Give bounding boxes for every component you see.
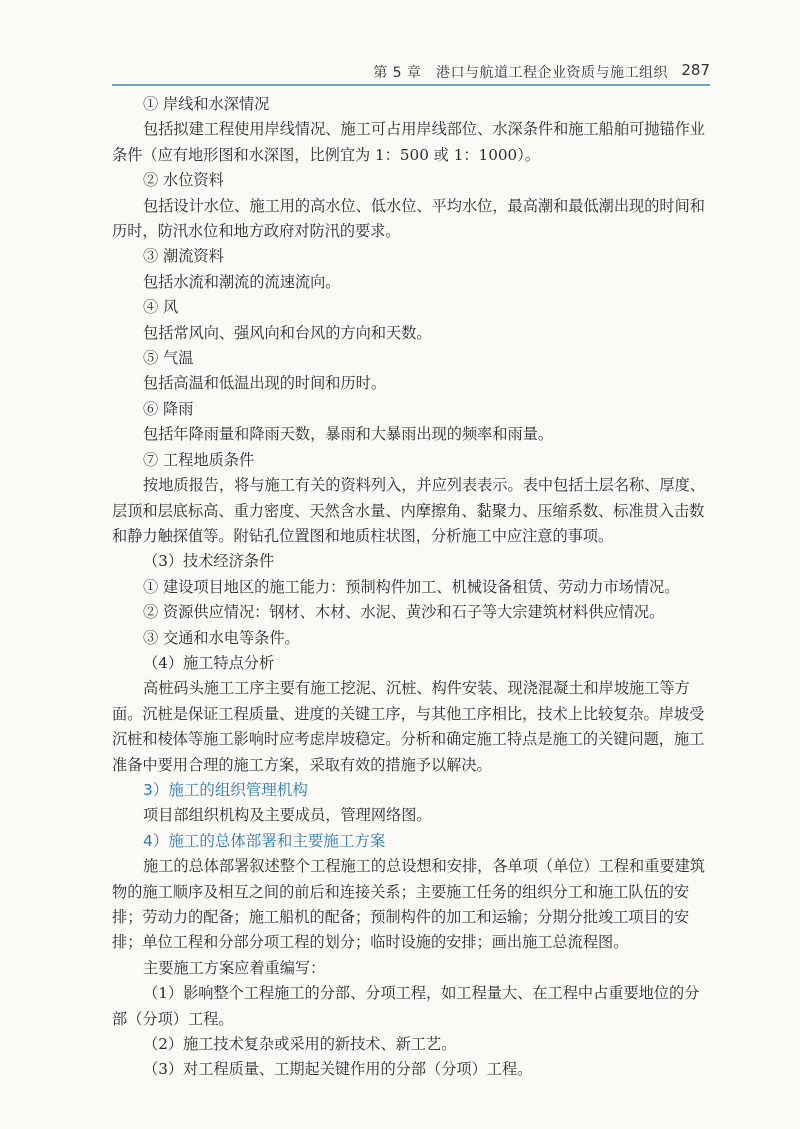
paragraph: 包括拟建工程使用岸线情况、施工可占用岸线部位、水深条件和施工船舶可抛锚作业条件（应有地形图和水深图，比例宜为 1：500 或 1：1000）。 xyxy=(112,120,705,164)
page-body xyxy=(112,92,712,1083)
page-header xyxy=(112,58,710,84)
paragraph: ① 岸线和水深情况 xyxy=(143,95,270,113)
paragraph: 高桩码头施工工序主要有施工挖泥、沉桩、构件安装、现浇混凝土和岸坡施工等方面。沉桩是保证工程质量、进度的关键工序，与其他工序相比，技术上比较复杂。岸坡受沉桩和棱体等施工影响时应考虑岸坡稳定。分析和确定施工特点是施工的关键问题，施工准备中要用合理的施工方案，采取有效的措施予以解决。 xyxy=(112,679,705,774)
paragraph: ① 建设项目地区的施工能力：预制构件加工、机械设备租赁、劳动力市场情况。 xyxy=(143,577,680,596)
paragraph: ③ 潮流资料 xyxy=(143,247,224,266)
paragraph: 包括水流和潮流的流速流向。 xyxy=(143,272,341,291)
paragraph: （3）技术经济条件 xyxy=(143,552,275,571)
section-heading: 3）施工的组织管理机构 xyxy=(143,780,308,799)
paragraph: ② 资源供应情况：钢材、木材、水泥、黄沙和石子等大宗建筑材料供应情况。 xyxy=(143,603,665,622)
chapter-title: 第 5 章 港口与航道工程企业资质与施工组织 xyxy=(373,65,668,81)
paragraph: 包括高温和低温出现的时间和历时。 xyxy=(143,374,386,393)
paragraph: 施工的总体部署叙述整个工程施工的总设想和安排，各单项（单位）工程和重要建筑物的施工顺序及相互之间的前后和连接关系；主要施工任务的组织分工和施工队伍的安排；劳动力的配备；施工船机的配备；预制构件的加工和运输；分期分批竣工项目的安排；单位工程和分部分项工程的划分；临时设施的安排；画出施工总流程图。 xyxy=(112,857,705,952)
paragraph: ⑦ 工程地质条件 xyxy=(143,450,255,469)
paragraph: ③ 交通和水电等条件。 xyxy=(143,628,300,647)
paragraph: 包括设计水位、施工用的高水位、低水位、平均水位，最高潮和最低潮出现的时间和历时，防汛水位和地方政府对防汛的要求。 xyxy=(112,196,705,241)
header-rule xyxy=(112,84,710,86)
paragraph: ④ 风 xyxy=(143,298,179,317)
paragraph: 按地质报告，将与施工有关的资料列入，并应列表表示。表中包括土层名称、厚度、层顶和层底标高、重力密度、天然含水量、内摩擦角、黏聚力、压缩系数、标准贯入击数和静力触探值等。附钻孔位置图和地质柱状图，分析施工中应注意的事项。 xyxy=(112,476,705,545)
paragraph: ⑤ 气温 xyxy=(143,349,194,368)
paragraph: 包括年降雨量和降雨天数，暴雨和大暴雨出现的频率和雨量。 xyxy=(143,425,554,444)
paragraph: （4）施工特点分析 xyxy=(143,653,275,672)
section-heading: 4）施工的总体部署和主要施工方案 xyxy=(143,831,386,850)
paragraph: 包括常风向、强风向和台风的方向和天数。 xyxy=(143,323,432,342)
page-number: 287 xyxy=(681,61,710,79)
paragraph: 项目部组织机构及主要成员，管理网络图。 xyxy=(143,806,432,825)
paragraph: （3）对工程质量、工期起关键作用的分部（分项）工程。 xyxy=(143,1060,533,1079)
paragraph: （1）影响整个工程施工的分部、分项工程，如工程量大、在工程中占重要地位的分部（分项）工程。 xyxy=(112,984,700,1028)
paragraph: ② 水位资料 xyxy=(143,171,224,190)
paragraph: （2）施工技术复杂或采用的新技术、新工艺。 xyxy=(143,1035,457,1054)
paragraph: 主要施工方案应着重编写： xyxy=(143,958,326,977)
paragraph: ⑥ 降雨 xyxy=(143,399,194,418)
